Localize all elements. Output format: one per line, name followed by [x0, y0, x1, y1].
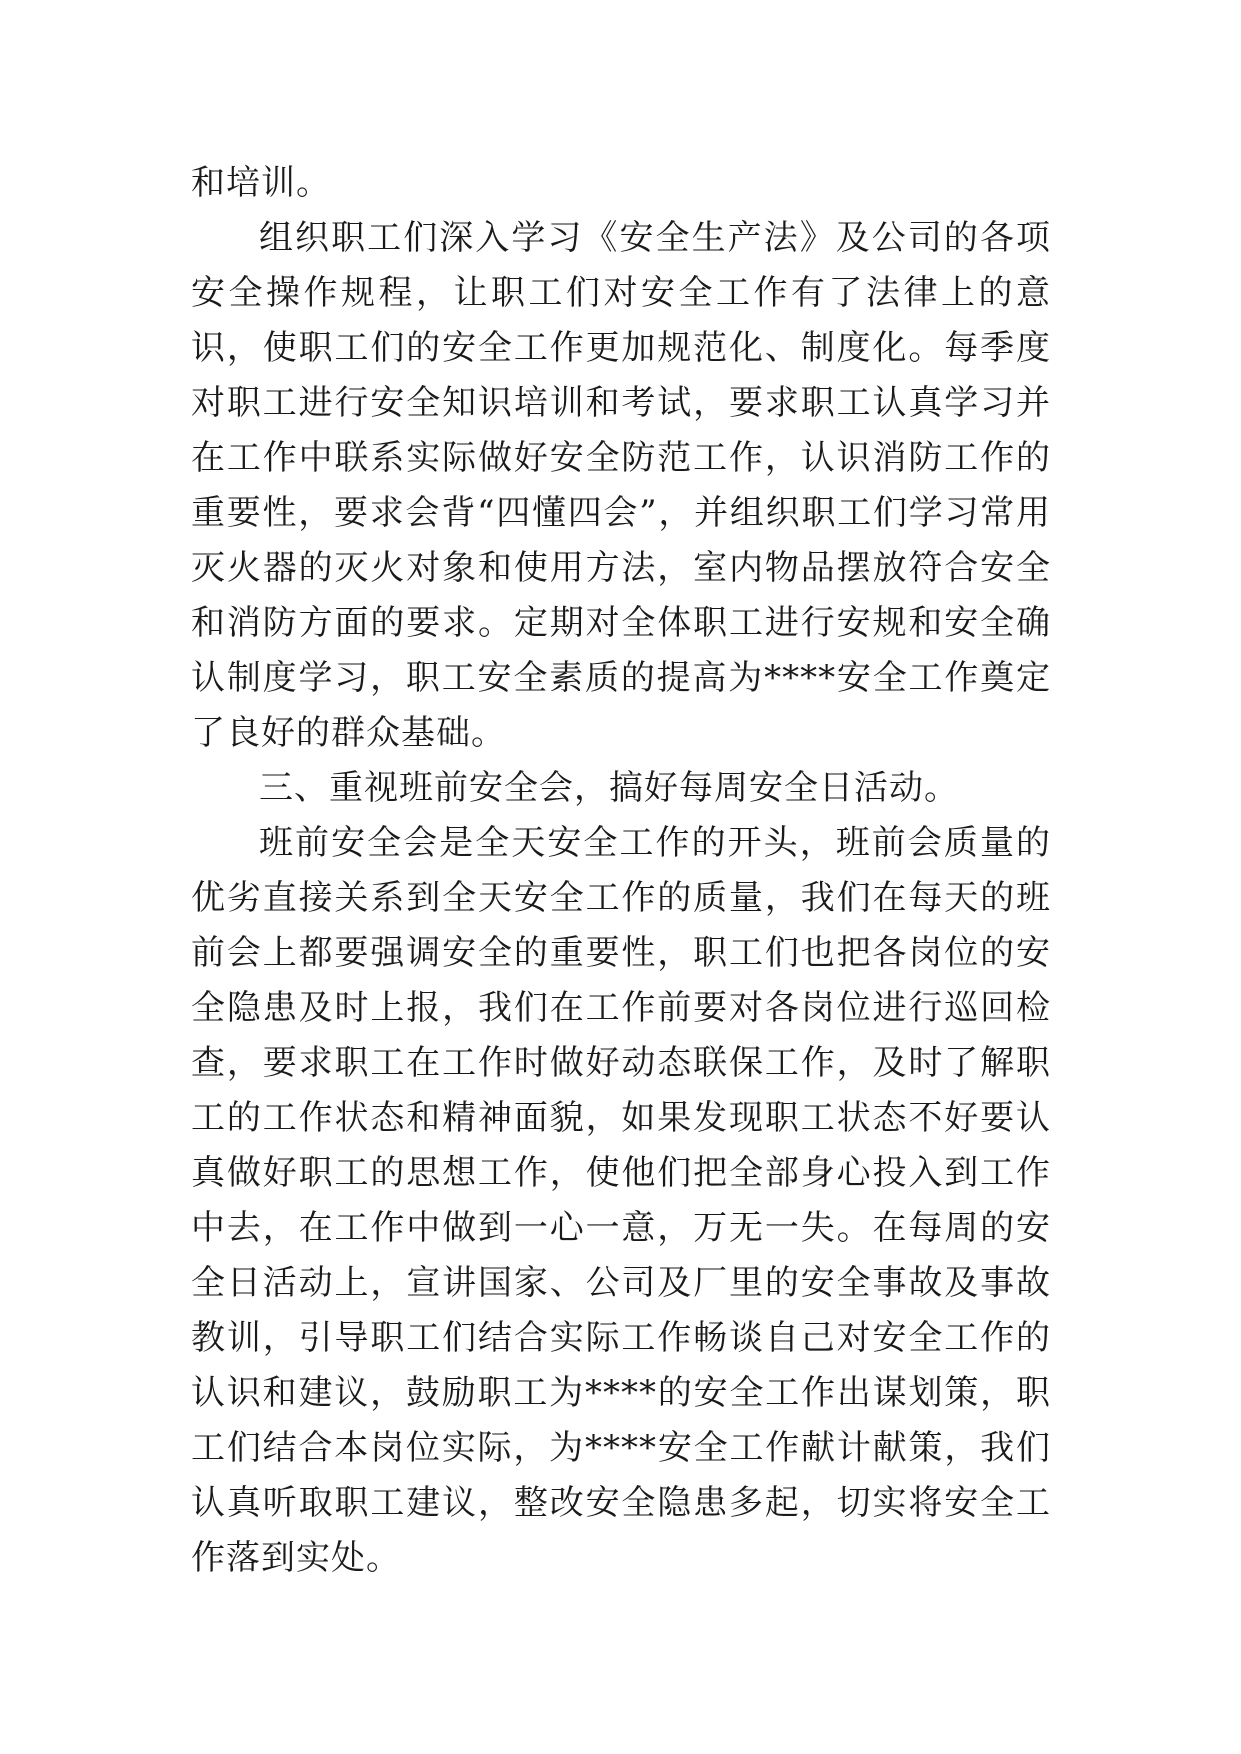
document-body	[191, 156, 1051, 1586]
paragraph-continuation: 和培训。	[191, 163, 331, 203]
paragraph-training: 组织职工们深入学习《安全生产法》及公司的各项安全操作规程，让职工们对安全工作有了法律上的意识，使职工们的安全工作更加规范化、制度化。每季度对职工进行安全知识培训和考试，要求职工认真学习并在工作中联系实际做好安全防范工作，认识消防工作的重要性，要求会背“四懂四会”，并组织职工们学习常用灭火器的灭火对象和使用方法，室内物品摆放符合安全和消防方面的要求。定期对全体职工进行安规和安全确认制度学习，职工安全素质的提高为****安全工作奠定了良好的群众基础。	[191, 218, 1051, 753]
paragraph-safety-meeting: 班前安全会是全天安全工作的开头，班前会质量的优劣直接关系到全天安全工作的质量，我们在每天的班前会上都要强调安全的重要性，职工们也把各岗位的安全隐患及时上报，我们在工作前要对各岗位进行巡回检查，要求职工在工作时做好动态联保工作，及时了解职工的工作状态和精神面貌，如果发现职工状态不好要认真做好职工的思想工作，使他们把全部身心投入到工作中去，在工作中做到一心一意，万无一失。在每周的安全日活动上，宣讲国家、公司及厂里的安全事故及事故教训，引导职工们结合实际工作畅谈自己对安全工作的认识和建议，鼓励职工为****的安全工作出谋划策，职工们结合本岗位实际，为****安全工作献计献策，我们认真听取职工建议，整改安全隐患多起，切实将安全工作落到实处。	[191, 823, 1051, 1578]
section-heading: 三、重视班前安全会，搞好每周安全日活动。	[259, 768, 959, 808]
